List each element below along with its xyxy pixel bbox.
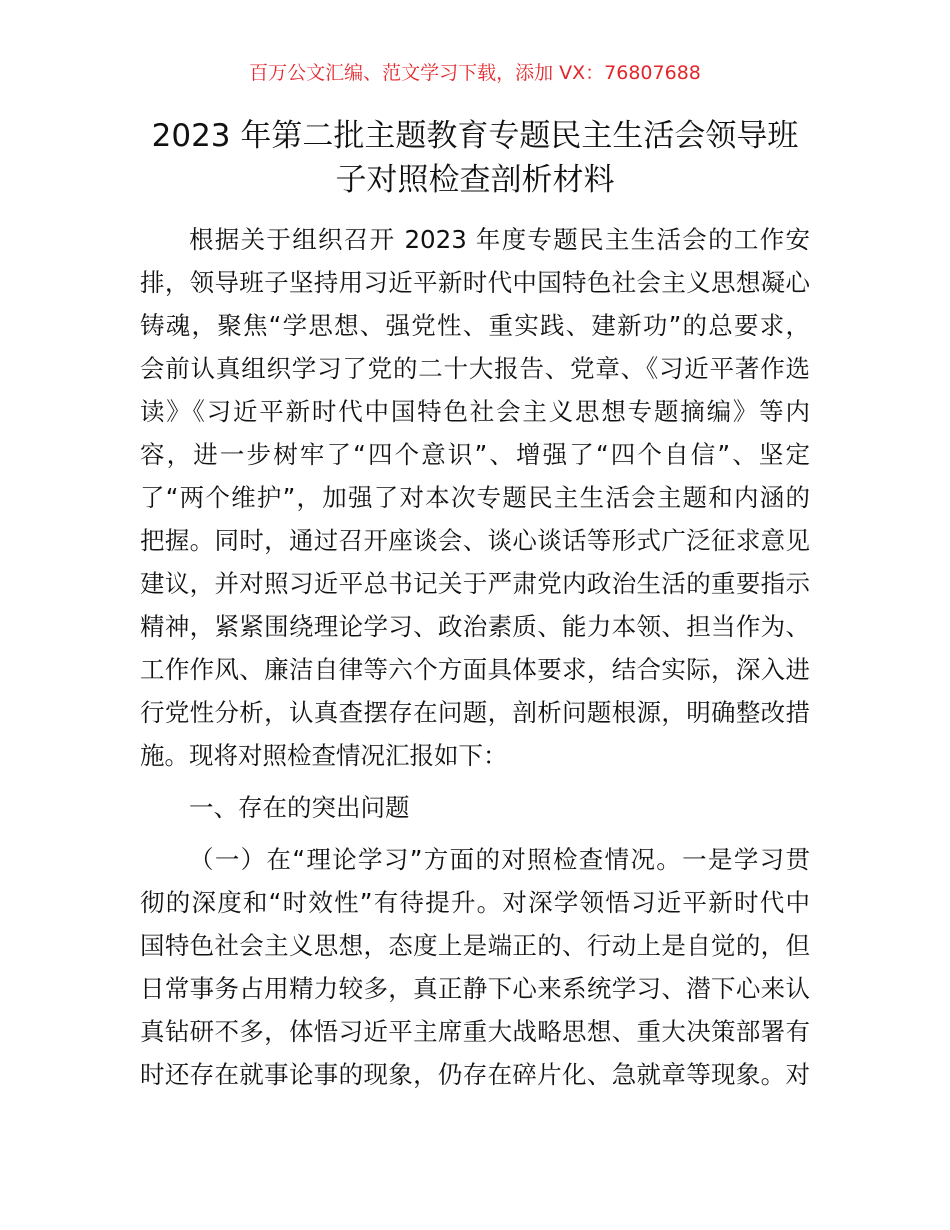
text-line: 真钻研不多，体悟习近平主席重大战略思想、重大决策部署有 [140, 1017, 810, 1046]
text-line: 排，领导班子坚持用习近平新时代中国特色社会主义思想凝心 [140, 268, 810, 297]
text-line: 施。现将对照检查情况汇报如下： [140, 741, 508, 770]
text-line: 国特色社会主义思想，态度上是端正的、行动上是自觉的，但 [140, 931, 810, 960]
title-line: 子对照检查剖析材料 [335, 162, 615, 198]
text-line: 把握。同时，通过召开座谈会、谈心谈话等形式广泛征求意见 [140, 526, 810, 555]
section1-paragraph [140, 838, 810, 1096]
text-line: 根据关于组织召开 2023 年度专题民主生活会的工作安 [189, 225, 810, 254]
text-line: 读》《习近平新时代中国特色社会主义思想专题摘编》等内 [140, 397, 810, 426]
title-line: 2023 年第二批主题教育专题民主生活会领导班 [151, 118, 799, 154]
section-heading: 一、存在的突出问题 [189, 793, 410, 822]
text-line: 日常事务占用精力较多，真正静下心来系统学习、潜下心来认 [140, 974, 810, 1003]
text-line: 彻的深度和“时效性”有待提升。对深学领悟习近平新时代中 [140, 888, 810, 917]
text-line: 时还存在就事论事的现象，仍存在碎片化、急就章等现象。对 [140, 1060, 810, 1089]
text-line: 了“两个维护”，加强了对本次专题民主生活会主题和内涵的 [140, 483, 810, 512]
text-line: 容，进一步树牢了“四个意识”、增强了“四个自信”、坚定 [140, 440, 810, 469]
text-line: （一）在“理论学习”方面的对照检查情况。一是学习贯 [189, 845, 810, 874]
text-line: 精神，紧紧围绕理论学习、政治素质、能力本领、担当作为、 [140, 612, 810, 641]
text-line: 铸魂，聚焦“学思想、强党性、重实践、建新功”的总要求， [140, 311, 810, 340]
document-title [120, 114, 830, 202]
text-line: 工作作风、廉洁自律等六个方面具体要求，结合实际，深入进 [140, 655, 810, 684]
document-body [140, 218, 810, 1096]
text-line: 会前认真组织学习了党的二十大报告、党章、《习近平著作选 [140, 354, 810, 383]
intro-paragraph [140, 218, 810, 777]
text-line: 行党性分析，认真查摆存在问题，剖析问题根源，明确整改措 [140, 698, 810, 727]
watermark-text: 百万公文汇编、范文学习下载，添加 VX：76807688 [249, 62, 701, 84]
text-line: 建议，并对照习近平总书记关于严肃党内政治生活的重要指示 [140, 569, 810, 598]
